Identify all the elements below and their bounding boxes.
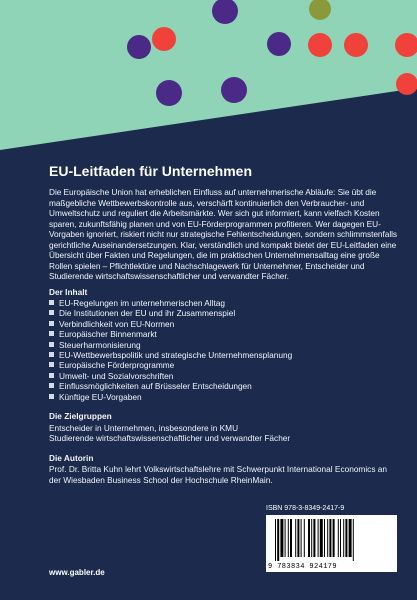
list-item-label: EU-Wettbewerbspolitik und strategische Unternehmensplanung [59, 350, 293, 361]
list-item [49, 319, 397, 329]
red-circle [152, 27, 176, 51]
isbn-number: ISBN 978-3-8349-2417-9 [266, 505, 345, 512]
red-circle [344, 33, 368, 57]
bullet-square-icon [49, 300, 54, 305]
red-circle [308, 33, 332, 57]
isbn-barcode-block [266, 504, 397, 572]
list-item [49, 371, 397, 381]
barcode-bar [275, 519, 276, 561]
author-bio: Prof. Dr. Britta Kuhn lehrt Volkswirtschaftslehre mit Schwerpunkt International Economics an der Wiesbaden Business School der Hochschule RheinMain. [49, 464, 388, 485]
cover-text-content [49, 163, 397, 485]
mint-band-shape [0, 0, 417, 150]
bullet-square-icon [49, 362, 54, 367]
list-item [49, 340, 397, 350]
list-item [49, 381, 397, 391]
publisher-url: www.gabler.de [49, 568, 105, 577]
bullet-square-icon [49, 394, 54, 399]
list-item-label: Europäischer Binnenmarkt [59, 329, 157, 340]
barcode [266, 515, 397, 572]
barcode-bar [297, 519, 299, 557]
list-item [49, 350, 397, 360]
barcode-bar [295, 519, 296, 557]
list-item-label: Umwelt- und Sozialvorschriften [59, 370, 174, 381]
barcode-bar [338, 519, 339, 557]
barcode-bar [311, 519, 312, 557]
bullet-square-icon [49, 321, 54, 326]
book-title: EU-Leitfaden für Unternehmen [49, 163, 253, 179]
barcode-bar [288, 519, 289, 557]
barcode-bar [349, 519, 352, 557]
decorative-circles-graphic [0, 0, 417, 150]
list-item [49, 298, 397, 308]
barcode-bar [290, 519, 292, 557]
list-item-label: Verbindlichkeit von EU-Normen [59, 318, 175, 329]
barcode-bar [308, 519, 310, 557]
barcode-bar [277, 519, 279, 561]
list-item-label: Steuerharmonisierung [59, 339, 141, 350]
decorative-header-band [0, 0, 417, 150]
barcode-bar [343, 519, 344, 557]
barcode-bar [320, 519, 323, 557]
list-item-label: Künftige EU-Vorgaben [59, 391, 142, 402]
author-heading: Die Autorin [49, 452, 94, 463]
audience-line: Studierende wirtschaftswissenschaftlicher und verwandter Fächer [49, 433, 291, 444]
barcode-bar [324, 519, 325, 557]
purple-circle [127, 35, 151, 59]
barcode-bar [329, 519, 331, 557]
barcode-bar [340, 519, 341, 557]
contents-list [49, 298, 397, 402]
bullet-square-icon [49, 373, 54, 378]
list-item [49, 308, 397, 318]
list-item-label: EU-Regelungen im unternehmerischen Alltag [59, 298, 226, 308]
bullet-square-icon [49, 310, 54, 315]
list-item [49, 392, 397, 402]
list-item [49, 329, 397, 339]
purple-circle [156, 80, 182, 106]
barcode-bar [333, 519, 335, 557]
barcode-bar [285, 519, 286, 557]
barcode-bars-graphic [273, 519, 391, 561]
intro-paragraph: Die Europäische Union hat erheblichen Einfluss auf unternehmerische Abläufe: Sie übt die maßgebliche Wettbewerbskontrolle aus, verschärft kontinuierlich den Verbraucher- und Umweltschutz und reguliert die Arbeitsmärkte. Wer sich gut informiert, kann vielfach Kosten sparen, zukunftsfähig planen und von EU-Förderprogrammen profitieren. Wer dagegen EU-Vorgaben ignoriert, riskiert nicht nur strategische Fehlentscheidungen, sondern schlimmstenfalls gerichtliche Auseinandersetzungen. Klar, verständlich und kompakt bietet der EU-Leitfaden eine Übersicht über Fakten und Regelungen, die im praktischen Unternehmensalltag eine große Rollen spielen – Pflichtlektüre und Nachschlagewerk für Unternehmer, Entscheider und Studierende wirtschaftswissenschaftlicher und verwandter Fächer. [49, 187, 398, 281]
list-item-label: Die Institutionen der EU und ihr Zusammenspiel [59, 308, 236, 319]
barcode-bar [327, 519, 328, 557]
bullet-square-icon [49, 383, 54, 388]
barcode-bar [313, 519, 315, 557]
barcode-bar [318, 519, 319, 557]
bullet-square-icon [49, 342, 54, 347]
barcode-bar [345, 519, 347, 557]
list-item-label: Europäische Förderprogramme [59, 360, 175, 371]
bullet-square-icon [49, 331, 54, 336]
barcode-bar [353, 519, 354, 561]
list-item-label: Einflussmöglichkeiten auf Brüsseler Entscheidungen [59, 381, 252, 392]
purple-circle [221, 77, 247, 103]
audience-line: Entscheider in Unternehmen, insbesondere in KMU [49, 422, 239, 433]
barcode-bar [301, 519, 302, 557]
audience-heading: Die Zielgruppen [49, 411, 112, 422]
red-circle [396, 73, 417, 95]
barcode-bar [304, 519, 305, 557]
contents-heading: Der Inhalt [49, 286, 88, 297]
barcode-digits: 9 783834 924179 [268, 563, 338, 571]
list-item [49, 360, 397, 370]
purple-circle [267, 32, 291, 56]
barcode-bar [280, 519, 283, 557]
bullet-square-icon [49, 352, 54, 357]
